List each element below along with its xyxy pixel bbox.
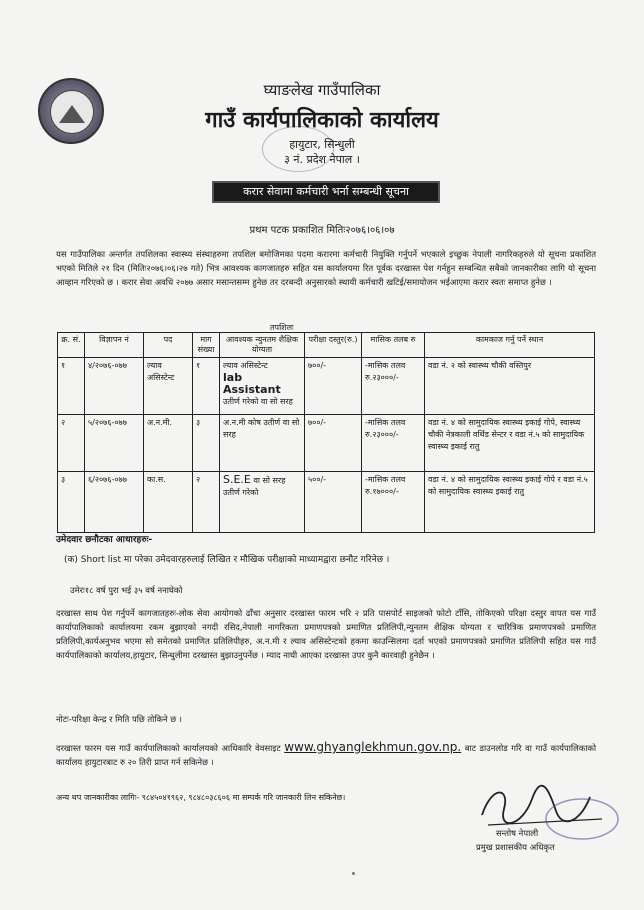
qual-line: वा सो सरह उतीर्ण गरेको: [223, 476, 286, 497]
cell-fee: ७००/-: [305, 358, 362, 415]
province: ३ नं. प्रदेश नेपाल ।: [284, 153, 360, 166]
cell-fee: ७००/-: [305, 415, 362, 472]
signature-icon: [470, 775, 620, 845]
signatory-title: प्रमुख प्रशासकीय अधिकृत: [476, 842, 555, 852]
header-post: पद: [144, 333, 193, 358]
office-title: गाउँ कार्यपालिकाको कार्यालय: [205, 108, 439, 133]
table-caption: तपशिलः: [270, 323, 294, 332]
form-text: दरखास्त फारम यस गाउँ कार्यपालिकाको कार्यालयको आधिकारि वेवसाइट: [56, 743, 281, 753]
scan-dot: [352, 872, 355, 875]
cell-adv: ५/२०७६-०७७: [85, 415, 144, 472]
table-row: [58, 472, 595, 533]
cell-count: १: [193, 358, 220, 415]
cell-qualification: [220, 358, 305, 415]
table-row: [58, 415, 595, 472]
website-link[interactable]: www.ghyanglekhmun.gov.np.: [284, 740, 462, 754]
published-date: प्रथम पटक प्रकाशित मितिः२०७६।०६।०७: [249, 225, 395, 236]
form-paragraph: [56, 740, 596, 769]
cell-adv: ४/२०७६-०७७: [85, 358, 144, 415]
cell-count: २: [193, 472, 220, 533]
cell-adv: ६/२०७६-०७७: [85, 472, 144, 533]
form-text: बाट डाउनलोड गरि वा गाउँ कार्यपालिकाको कार्यालय हायुटारबाट रु २० तिरी प्राप्त गर्न सकिनेछ ।: [56, 743, 596, 767]
header-adv: विज्ञापन नं: [85, 333, 144, 358]
documents-paragraph: दरखास्त साथ पेश गर्नुपर्ने कागजातहरुः-लोक सेवा आयोगको ढाँचा अनुसार दरखास्त फारम भरि २ प्रति पासपोर्ट साइजको फोटो टाँसि, तोकिएको परिक्षा दस्तुर वापत यस गाउँ कार्यापालिकाको कार्यालयमा रकम बुझाएको नगदी रसिद,नेपाली नागरिकता प्रमाणपत्रको प्रमाणित प्रतिलिपी,न्युनतम शैक्षिक योग्यता र चारित्रिक प्रमाणपत्रको प्रमाणित प्रतिलिपी,कार्यअनुभव भएमा सो समेतको प्रमाणित प्रतिलिपीहरु, अ.न.मी र ल्याव असिस्टेन्टको हकमा काउन्सिलमा दर्ता भएको प्रमाणपत्रको प्रमाणित प्रतिलिपी सहित यस गाउँ कार्यपालिकाको कार्यालय,हायुटार, सिन्धुलीमा दरखास्त बुझाउनुपर्नेछ । म्याद नाघी आएका दरखास्त उपर कुनै कारवाही हुनेछैन ।: [56, 608, 596, 660]
header-fee: परीक्षा दस्तुर(रु.): [305, 333, 362, 358]
header-place: कामकाज गर्नु पर्ने स्थान: [425, 333, 595, 358]
qual-english: lab Assistant: [223, 371, 281, 396]
cell-place: वडा नं. ४ को सामुदायिक स्वास्थ्य इकाई गोपे, स्वास्थ्य चौकी नेत्रकाली वर्थिड सेन्टर र वडा नं.५ को सामुदायिक स्वास्थ्य इकाई रातु: [425, 415, 595, 472]
table-row: [58, 358, 595, 415]
notice-title: करार सेवामा कर्मचारी भर्ना सम्बन्धी सूचना: [212, 181, 440, 203]
office-address: हायुटार, सिन्धुली: [289, 138, 355, 151]
header-sn: क्र. सं.: [58, 333, 85, 358]
selection-title: उमेदवार छनौटका आधारहरुः-: [56, 535, 153, 545]
cell-sn: ३: [58, 472, 85, 533]
cell-sn: १: [58, 358, 85, 415]
signatory-name: सन्तोष नेपाली: [496, 828, 539, 838]
table-header-row: [58, 333, 595, 358]
cell-post: अ.न.मी.: [144, 415, 193, 472]
qual-english: S.E.E: [223, 473, 251, 486]
selection-criteria: (क) Short list मा परेका उमेदवारहरुलाई लिखित र मौखिक परीक्षाको माध्यामद्वारा छनौट गरिनेछ ।: [64, 555, 390, 565]
contact-info: अन्य थप जानकारीका लागिः- ९८४५०४१९६२, ९८४८०३८६०६ मा सम्पर्क गरि जानकारी लिन सकिनेछ।: [56, 793, 346, 802]
municipality-name: घ्याङलेख गाउँपालिका: [263, 81, 381, 99]
exam-note: नोटः-परिक्षा केन्द्र र मिति पछि तोकिने छ ।: [56, 714, 182, 724]
header-count: माग संख्या: [193, 333, 220, 358]
cell-post: का.स.: [144, 472, 193, 533]
age-requirement: उमेरः१८ वर्ष पुरा भई ३५ वर्ष ननाघेको: [70, 585, 183, 595]
cell-qualification: अ.न.मी कोष उतीर्ण वा सो सरह: [220, 415, 305, 472]
cell-place: वडा नं. ४ को सामुदायिक स्वास्थ्य इकाई गोपे र वडा नं.५ को सामुदायिक स्वास्थ्य इकाई रातु: [425, 472, 595, 533]
cell-place: वडा नं. २ को स्वास्थ्य चौकी वस्तिपुर: [425, 358, 595, 415]
vacancy-table: [57, 332, 595, 533]
qual-line: उतीर्ण गरेको वा सो सरह: [223, 397, 293, 406]
intro-paragraph: यस गाउँपालिका अन्तर्गत तपशिलका स्वास्थ्य संस्थाहरुमा तपशिल बमोजिमका पदमा करारमा कर्मचारी नियुक्ति गर्नुपर्ने भएकाले इच्छुक नेपाली नागरिकहरुले यो सूचना प्रकाशित भएको मितिले २१ दिन (मितिः२०७६।०६।२७ गते) भित्र आवश्यक कागजातहरु सहित यस कार्यालयमा रित पूर्वक दरखास्त पेश गर्नहुन सम्बन्धित सबैको जानकारीका लागि यो सूचना आव्हान गरिएको छ । करार सेवा अवधि २०७७ असार मसान्तसम्म हुनेछ तर दरबन्दी अनुसारको स्थायी कर्मचारी खटिई/समायोजन भईआएमा करार स्वतः समाप्त हुनेछ ।: [56, 249, 596, 287]
cell-fee: ५००/-: [305, 472, 362, 533]
cell-salary: -मासिक तलव रु.२३०००/-: [362, 415, 425, 472]
cell-salary: -मासिक तलव रु.२३०००/-: [362, 358, 425, 415]
header-qualification: आवश्यक न्युनतम शैक्षिक योग्यता: [220, 333, 305, 358]
cell-count: ३: [193, 415, 220, 472]
cell-salary: -मासिक तलव रु.१७०००/-: [362, 472, 425, 533]
cell-sn: २: [58, 415, 85, 472]
header-salary: मासिक तलब रु: [362, 333, 425, 358]
qual-line: ल्याव असिस्टेन्ट: [223, 361, 268, 370]
cell-post: ल्याव असिस्टेन्ट: [144, 358, 193, 415]
cell-qualification: [220, 472, 305, 533]
